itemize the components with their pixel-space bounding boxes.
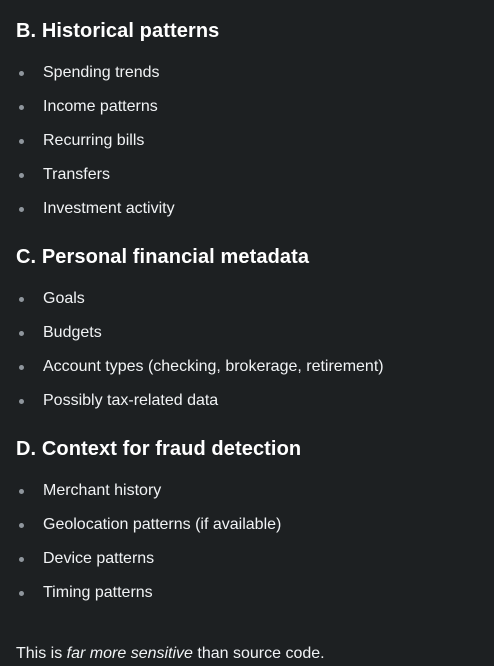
list-item (16, 158, 486, 192)
list-item-text: Recurring bills (43, 132, 145, 149)
list-item (16, 90, 486, 124)
section-context-fraud-detection (16, 436, 486, 610)
list-item (16, 384, 486, 418)
dot-bullet-icon (19, 557, 24, 562)
dot-bullet-icon (19, 489, 24, 494)
list-item (16, 350, 486, 384)
list-item (16, 508, 486, 542)
dot-bullet-icon (19, 173, 24, 178)
list-item-text: Transfers (43, 166, 110, 183)
list-item-text: Merchant history (43, 482, 162, 499)
summary-emphasis: far more sensitive (66, 645, 193, 662)
section-heading: C. Personal financial metadata (16, 246, 310, 268)
list-item (16, 474, 486, 508)
message-content (16, 18, 486, 610)
list-item (16, 124, 486, 158)
summary-suffix: than source code. (192, 645, 325, 662)
summary-sentence (16, 642, 325, 666)
list-item-text: Spending trends (43, 64, 160, 81)
dot-bullet-icon (19, 365, 24, 370)
dot-bullet-icon (19, 207, 24, 212)
list-item-text: Device patterns (43, 550, 155, 567)
list-item (16, 56, 486, 90)
list-item-text: Timing patterns (43, 584, 153, 601)
bullet-list (16, 56, 486, 226)
section-heading: B. Historical patterns (16, 20, 220, 42)
list-item-text: Budgets (43, 324, 102, 341)
bullet-list (16, 474, 486, 610)
dot-bullet-icon (19, 105, 24, 110)
list-item (16, 316, 486, 350)
list-item-text: Investment activity (43, 200, 175, 217)
list-item (16, 192, 486, 226)
summary-prefix: This is (16, 645, 67, 662)
section-historical-patterns (16, 18, 486, 226)
dot-bullet-icon (19, 399, 24, 404)
dot-bullet-icon (19, 139, 24, 144)
dot-bullet-icon (19, 71, 24, 76)
dot-bullet-icon (19, 591, 24, 596)
dot-bullet-icon (19, 331, 24, 336)
list-item (16, 542, 486, 576)
section-heading: D. Context for fraud detection (16, 438, 302, 460)
list-item-text: Possibly tax-related data (43, 392, 219, 409)
bullet-list (16, 282, 486, 418)
section-personal-financial-metadata (16, 244, 486, 418)
list-item (16, 282, 486, 316)
list-item-text: Income patterns (43, 98, 158, 115)
list-item-text: Geolocation patterns (if available) (43, 516, 282, 533)
list-item (16, 576, 486, 610)
list-item-text: Account types (checking, brokerage, retirement) (43, 358, 384, 375)
list-item-text: Goals (43, 290, 85, 307)
dot-bullet-icon (19, 297, 24, 302)
dot-bullet-icon (19, 523, 24, 528)
